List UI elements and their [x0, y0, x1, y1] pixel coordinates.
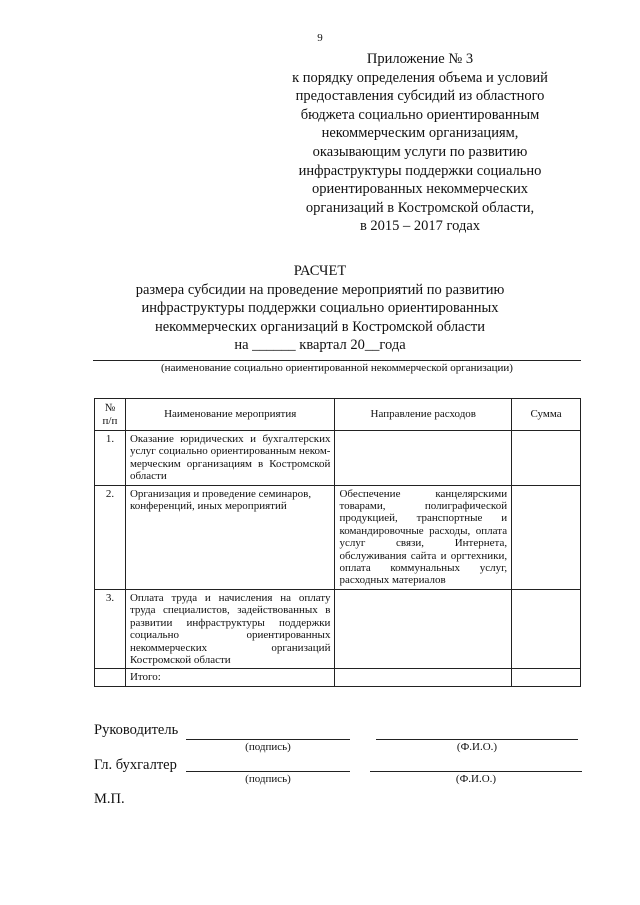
accountant-name-caption: (Ф.И.О.) [455, 773, 497, 785]
calculation-heading [0, 262, 640, 355]
appendix-title: Приложение № 3 [366, 51, 474, 67]
period-quarter: квартал 20 [299, 337, 365, 353]
table-row [95, 431, 581, 486]
accountant-signature-caption: (подпись) [245, 773, 291, 785]
row-direction [335, 431, 512, 486]
head-signature-caption: (подпись) [245, 741, 291, 753]
page-number: 9 [317, 32, 323, 44]
appendix-line: к порядку определения объема и условий [292, 69, 548, 86]
total-direction [335, 669, 512, 686]
row-num: 2. [95, 485, 126, 589]
appendix-line: некоммерческим организациям, [321, 125, 519, 142]
table-row [95, 589, 581, 668]
head-label: Руководитель [94, 722, 179, 738]
period-year-blank: __ [364, 337, 380, 353]
period-suffix: года [379, 337, 406, 353]
row-num: 3. [95, 589, 126, 668]
appendix-line: ориентированных некоммерческих [311, 181, 528, 198]
total-sum [512, 669, 581, 686]
seal-label: М.П. [94, 791, 125, 807]
appendix-line: в 2015 – 2017 годах [359, 218, 481, 235]
row-sum [512, 485, 581, 589]
table-header-row [95, 399, 581, 431]
calc-line: некоммерческих организаций в Костромской области [154, 318, 486, 335]
calc-period [0, 336, 640, 355]
row-activity: Организация и проведение семинаров, конференций, иных мероприятий [125, 485, 335, 589]
head-name-caption: (Ф.И.О.) [456, 741, 498, 753]
row-sum [512, 431, 581, 486]
appendix-block [270, 50, 570, 236]
header-direction: Направление расходов [335, 399, 512, 431]
accountant-label: Гл. бухгалтер [94, 757, 177, 773]
appendix-line: инфраструктуры поддержки социально [298, 162, 542, 179]
total-label: Итого: [125, 669, 335, 686]
header-sum: Сумма [512, 399, 581, 431]
header-activity: Наименование мероприятия [125, 399, 335, 431]
period-prefix: на [234, 337, 249, 353]
calc-line: инфраструктуры поддержки социально ориентированных [141, 300, 499, 316]
calculation-table [94, 398, 581, 687]
period-blank: ______ [252, 337, 296, 353]
appendix-line: бюджета социально ориентированным [300, 106, 540, 123]
row-num: 1. [95, 431, 126, 486]
head-name-line [376, 739, 578, 740]
row-direction: Обеспечение канцелярскими товарами, полиграфической продукцией, транспортные и командировочные расходы, оплата услуг связи, Интернета, обслуживания сайта и оргтехники, оплата коммунальных услуг, расходных материалов [335, 485, 512, 589]
accountant-signature-line [186, 771, 350, 772]
organization-name-line [93, 360, 581, 361]
row-activity: Оказание юридических и бухгалтерских услуг социально ориентированным неком-мерческим организациям в Костромской области [125, 431, 335, 486]
appendix-line: оказывающим услуги по развитию [312, 143, 528, 160]
appendix-line: организаций в Костромской области, [305, 199, 535, 216]
organization-caption: (наименование социально ориентированной некоммерческой организации) [161, 362, 513, 374]
head-signature-line [186, 739, 350, 740]
table-total-row [95, 669, 581, 686]
calc-title: РАСЧЕТ [293, 263, 347, 279]
total-num [95, 669, 126, 686]
row-activity: Оплата труда и начисления на оплату труда специалистов, задействованных в развитии инфраструктуры поддержки социально ориентированных некоммерческих организаций Костромской области [125, 589, 335, 668]
row-direction [335, 589, 512, 668]
header-num: № п/п [95, 399, 126, 431]
table-row [95, 485, 581, 589]
accountant-name-line [370, 771, 582, 772]
calc-line: размера субсидии на проведение мероприятий по развитию [135, 281, 505, 298]
row-sum [512, 589, 581, 668]
appendix-line: предоставления субсидий из областного [295, 88, 545, 105]
